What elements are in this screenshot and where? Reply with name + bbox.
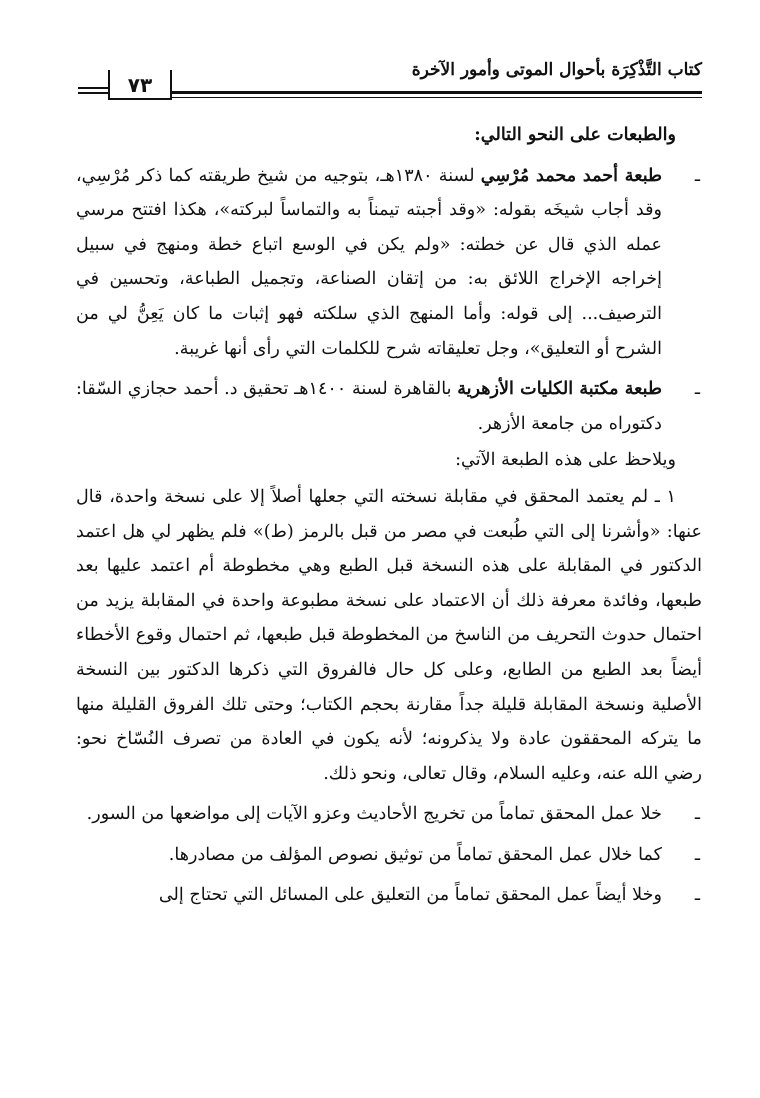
header-rule-left-lower [78, 92, 110, 94]
observation-item [76, 797, 702, 832]
bullet-dash: ـ [694, 379, 700, 400]
running-header-title: كتاب التَّذْكِرَة بأحوال الموتى وأمور الآخرة [411, 60, 702, 80]
edition-description: لسنة ١٣٨٠هـ، بتوجيه من شيخ طريقته كما ذكر مُرْسِي، وقد أجاب شيخَه بقوله: «وقد أجبته تيمناً به والتماساً لبركته»، هكذا افتتح مرسي عمله الذي قال عن خطته: «ولم يكن في الوسع اتباع خطة ومنهج في سبيل إخراجه الإخراج اللائق به: من إتقان الصناعة، وتجميل الطباعة، وتحسين في الترصيف... إلى قوله: وأما المنهج الذي سلكته فهو إثبات ما كان يَعِنُّ لي من الشرح أو التعليق»، وجل تعليقاته شرح للكلمات التي رأى أنها غريبة. [76, 165, 662, 359]
edition-title: طبعة أحمد محمد مُرْسِي [480, 164, 663, 186]
header-rule-thick [170, 91, 702, 94]
observations-intro: ويلاحظ على هذه الطبعة الآتي: [455, 450, 676, 471]
header-rule-left-upper [78, 87, 110, 89]
observation-text: وخلا أيضاً عمل المحقق تماماً من التعليق على المسائل التي تحتاج إلى [158, 885, 662, 906]
edition-item-azhar [76, 372, 702, 441]
edition-title: طبعة مكتبة الكليات الأزهرية [457, 378, 662, 400]
edition-item-morsi [76, 159, 702, 367]
header-rule-thin [170, 97, 702, 98]
observation-item [76, 878, 702, 913]
observation-text: خلا عمل المحقق تماماً من تخريج الأحاديث وعزو الآيات إلى مواضعها من السور. [86, 804, 662, 825]
bullet-dash: ـ [694, 165, 700, 186]
bullet-dash: ـ [694, 844, 700, 865]
page-body [76, 118, 702, 913]
observation-item [76, 838, 702, 873]
observation-paragraph: ١ ـ لم يعتمد المحقق في مقابلة نسخته التي جعلها أصلاً إلا على نسخة واحدة، قال عنها: «وأشرنا إلى التي طُبعت في مصر من قبل بالرمز (ط)» فلم يظهر لي هل اعتمد الدكتور في المقابلة على هذه النسخة قبل الطبع وهي مخطوطة أم اعتمد عليها بعد طبعها، وفائدة معرفة ذلك أن الاعتماد على نسخة مطبوعة واحدة في المقابلة يزيد من احتمال حدوث التحريف من الناسخ من المخطوطة قبل طبعها، ثم احتمال وقوع الأخطاء أيضاً بعد الطبع من الطابع، وعلى كل حال فالفروق التي ذكرها الدكتور بين النسخة الأصلية ونسخة المقابلة قليلة جداً مقارنة بحجم الكتاب؛ وحتى تلك الفروق القليلة منها ما يتركه المحققون عادة ولا يذكرونه؛ لأنه يكون في العادة من تصرف النُسّاخ نحو: رضي الله عنه، وعليه السلام، وقال تعالى، ونحو ذلك. [76, 486, 702, 784]
page-number: ٧٣ [108, 70, 172, 100]
bullet-dash: ـ [694, 885, 700, 906]
edition-description: بالقاهرة لسنة ١٤٠٠هـ تحقيق د. أحمد حجازي السّقا: دكتوراه من جامعة الأزهر. [76, 379, 662, 434]
bullet-dash: ـ [694, 804, 700, 825]
observation-text: كما خلال عمل المحقق تماماً من توثيق نصوص المؤلف من مصادرها. [168, 844, 662, 865]
section-subheading: والطبعات على النحو التالي: [474, 124, 676, 145]
